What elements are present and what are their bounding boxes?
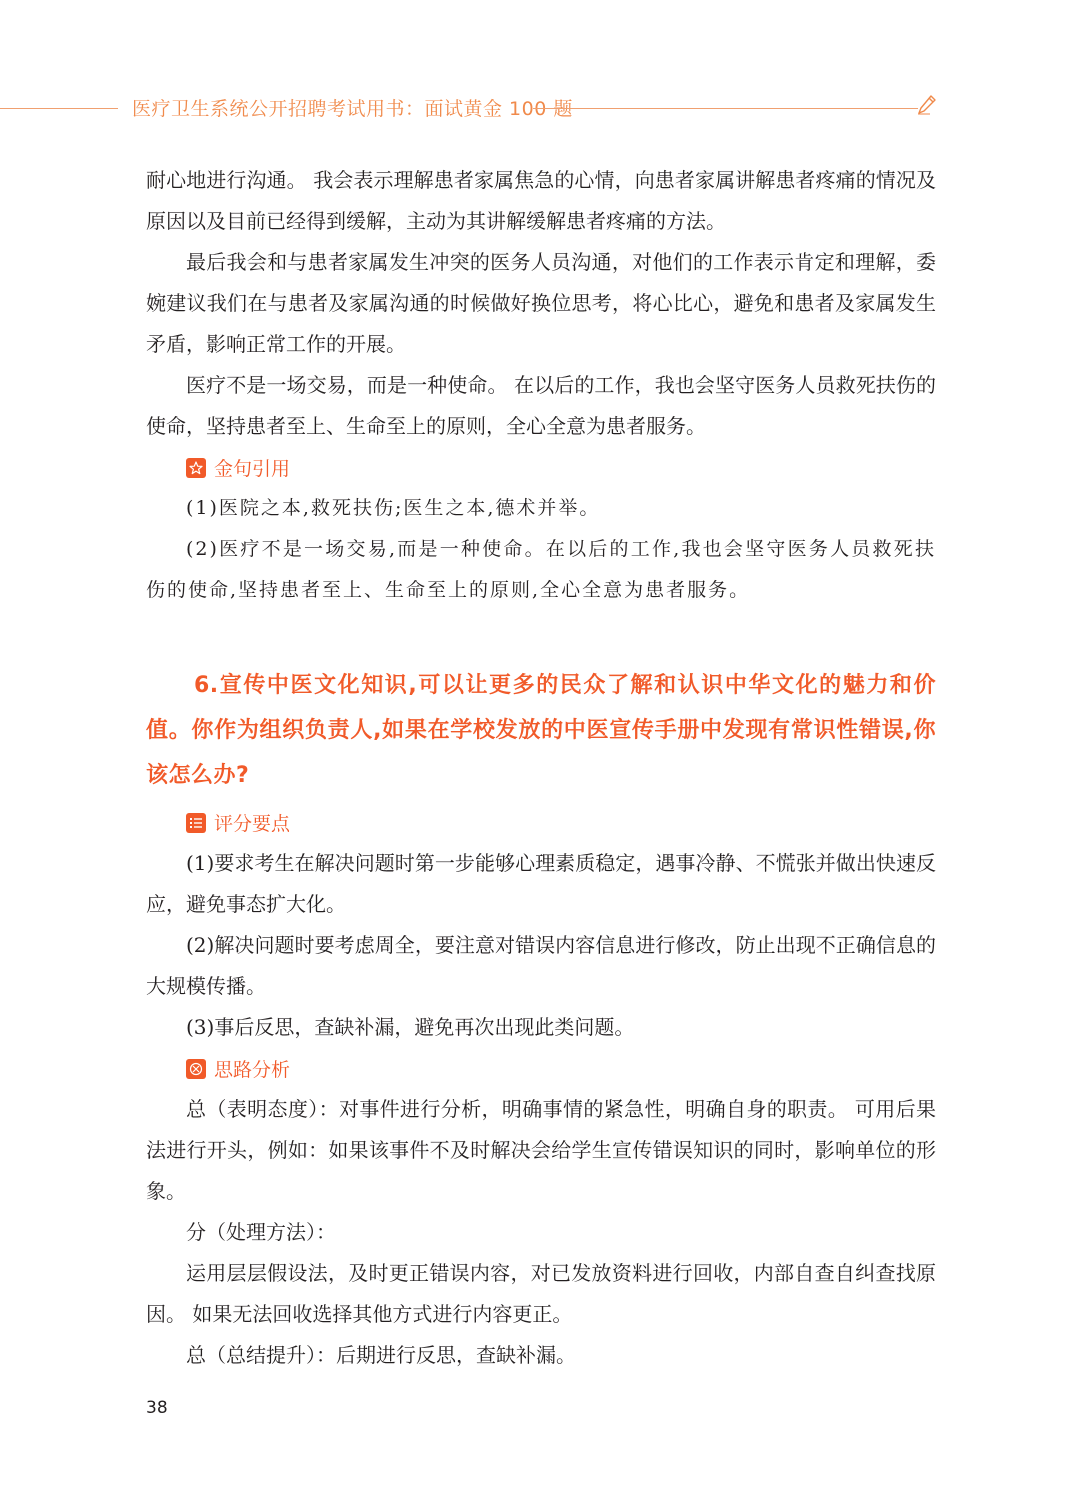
analysis-item: 运用层层假设法，及时更正错误内容，对已发放资料进行回收，内部自查自纠查找原因。 如果无法回收选择其他方式进行内容更正。 <box>146 1261 936 1326</box>
header-title: 医疗卫生系统公开招聘考试用书：面试黄金 100 题 <box>132 98 573 120</box>
list-icon <box>186 813 206 833</box>
section-title: 评分要点 <box>214 813 291 835</box>
scoring-item: (3)事后反思，查缺补漏，避免再次出现此类问题。 <box>186 1015 635 1039</box>
analysis-item: 分（处理方法）： <box>186 1220 336 1244</box>
scoring-item: (1)要求考生在解决问题时第一步能够心理素质稳定，遇事冷静、不慌张并做出快速反应，避免事态扩大化。 <box>146 851 936 916</box>
paragraph: 医疗不是一场交易，而是一种使命。 在以后的工作，我也会坚守医务人员救死扶伤的使命，坚持患者至上、生命至上的原则，全心全意为患者服务。 <box>146 373 936 438</box>
analysis-item: 总（总结提升）：后期进行反思，查缺补漏。 <box>186 1343 576 1367</box>
quote-item: (1)医院之本,救死扶伤;医生之本,德术并举。 <box>186 497 601 519</box>
page-header <box>0 90 1080 126</box>
paragraph: 最后我会和与患者家属发生冲突的医务人员沟通，对他们的工作表示肯定和理解，委婉建议我们在与患者及家属沟通的时候做好换位思考，将心比心，避免和患者及家属发生矛盾，影响正常工作的开展。 <box>146 250 936 356</box>
page-number: 38 <box>146 1398 168 1418</box>
page-content <box>146 160 936 1376</box>
analysis-icon <box>186 1059 206 1079</box>
section-title: 思路分析 <box>214 1059 291 1081</box>
analysis-item: 总（表明态度）：对事件进行分析，明确事情的紧急性，明确自身的职责。 可用后果法进行开头，例如：如果该事件不及时解决会给学生宣传错误知识的同时，影响单位的形象。 <box>146 1097 936 1203</box>
quotes-heading <box>186 447 936 488</box>
header-rule-left <box>0 108 118 109</box>
question-title: 6.宣传中医文化知识,可以让更多的民众了解和认识中华文化的魅力和价值。你作为组织负责人,如果在学校发放的中医宣传手册中发现有常识性错误,你该怎么办? <box>146 673 936 788</box>
quote-item: (2)医疗不是一场交易,而是一种使命。在以后的工作,我也会坚守医务人员救死扶伤的使命,坚持患者至上、生命至上的原则,全心全意为患者服务。 <box>146 538 936 601</box>
star-icon <box>186 458 206 478</box>
pencil-icon <box>918 94 936 116</box>
section-title: 金句引用 <box>214 458 291 480</box>
header-rule-right <box>533 108 918 109</box>
scoring-heading <box>186 802 936 843</box>
analysis-heading <box>186 1048 936 1089</box>
paragraph: 耐心地进行沟通。 我会表示理解患者家属焦急的心情，向患者家属讲解患者疼痛的情况及原因以及目前已经得到缓解，主动为其讲解缓解患者疼痛的方法。 <box>146 168 936 233</box>
scoring-item: (2)解决问题时要考虑周全，要注意对错误内容信息进行修改，防止出现不正确信息的大规模传播。 <box>146 933 936 998</box>
